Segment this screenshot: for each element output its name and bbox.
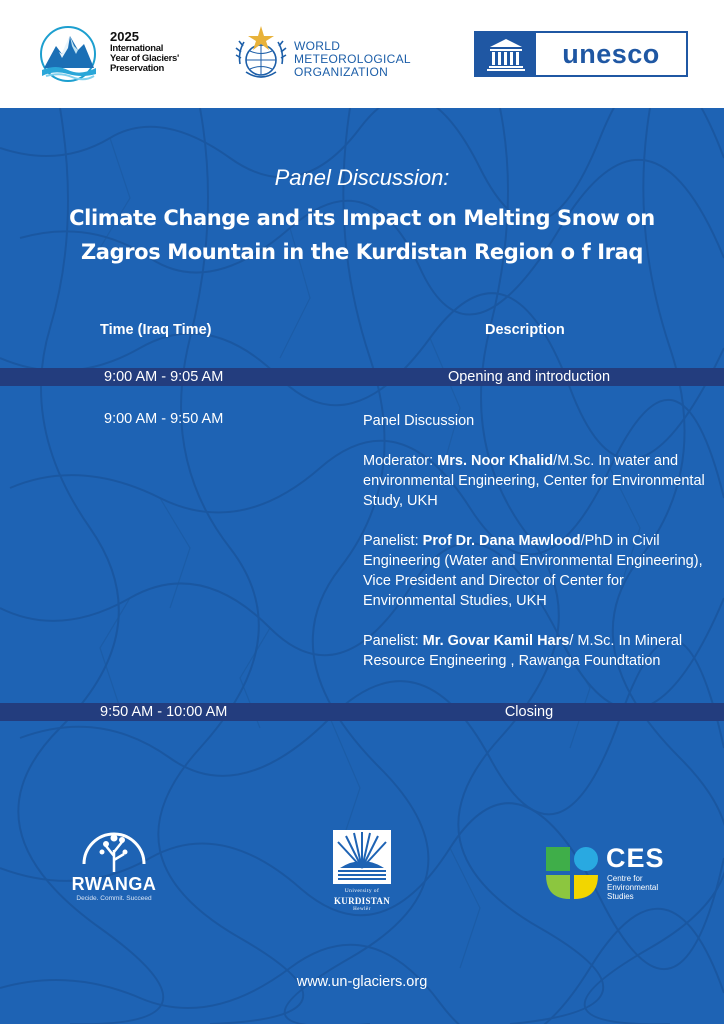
- wmo-emblem-icon: [232, 24, 290, 86]
- row-description: Closing: [504, 704, 554, 720]
- agenda-row-closing: [0, 703, 724, 721]
- panelist1-name: Prof Dr. Dana Mawlood: [422, 533, 581, 549]
- wmo-line3: ORGANIZATION: [294, 65, 389, 79]
- event-type: Panel Discussion:: [274, 165, 450, 190]
- panelist1-label: Panelist:: [363, 533, 423, 549]
- unesco-logo: [474, 31, 688, 77]
- rwanga-tree-icon: [66, 820, 162, 876]
- glaciers-line1: International: [110, 43, 164, 54]
- panelist-entry: [363, 531, 713, 611]
- header: [0, 0, 724, 108]
- unesco-temple-icon: [476, 33, 536, 75]
- row-time-panel: 9:00 AM - 9:50 AM: [104, 411, 224, 427]
- glaciers-line3: Preservation: [110, 63, 164, 74]
- ces-mark-icon: [544, 845, 602, 901]
- panelist-entry: [363, 631, 713, 671]
- row-description: Opening and introduction: [447, 369, 611, 385]
- rwanga-name: RWANGA: [71, 874, 157, 894]
- agenda-row-panel: [363, 411, 713, 691]
- panelist2-label: Panelist:: [363, 633, 423, 649]
- ces-subtitle: [607, 874, 658, 901]
- unesco-wordmark: unesco: [562, 39, 660, 69]
- column-header-description: Description: [485, 322, 565, 338]
- rwanga-tagline: Decide. Commit. Succeed: [76, 895, 152, 902]
- uok-name: KURDISTAN: [333, 896, 391, 906]
- ces-line1: Centre for: [607, 874, 643, 883]
- wmo-line1: WORLD: [294, 39, 341, 53]
- moderator-info: /M.Sc. In water and environmental Engineering, Center for Environmental Study, UKH: [363, 453, 705, 509]
- column-header-time: Time (Iraq Time): [100, 322, 212, 338]
- website-link[interactable]: www.un-glaciers.org: [296, 974, 428, 990]
- ces-line3: Studies: [607, 892, 634, 901]
- moderator-name: Mrs. Noor Khalid: [437, 453, 554, 469]
- event-title-line2: Zagros Mountain in the Kurdistan Region o f Iraq: [80, 240, 644, 264]
- ces-logo: [544, 845, 674, 901]
- row-time: 9:00 AM - 9:05 AM: [104, 369, 224, 385]
- event-title-line1: Climate Change and its Impact on Melting Snow on: [69, 206, 655, 230]
- panel-title: Panel Discussion: [363, 413, 475, 429]
- rwanga-logo: [66, 820, 162, 906]
- panelist1-info: /PhD in Civil Engineering (Water and Environmental Engineering), Vice President and Director of Center for Environmental Studies, UKH: [363, 533, 703, 609]
- wmo-logo: [232, 24, 422, 86]
- uok-subtitle: University of: [344, 888, 380, 894]
- moderator-entry: [363, 451, 713, 511]
- panelist2-name: Mr. Govar Kamil Hars: [422, 633, 570, 649]
- ces-line2: Environmental: [607, 883, 659, 892]
- event-title: [40, 201, 684, 269]
- uok-city: Hewlêr: [353, 907, 371, 912]
- panelist2-info: / M.Sc. In Mineral Resource Engineering , Rawanga Foundtation: [363, 633, 683, 669]
- sunburst-icon: [326, 828, 398, 886]
- glacier-mountain-icon: [38, 24, 102, 84]
- glaciers-year: 2025: [110, 29, 139, 44]
- ces-name: CES: [606, 843, 665, 873]
- moderator-label: Moderator:: [363, 453, 438, 469]
- wmo-line2: METEOROLOGICAL: [294, 52, 411, 66]
- glaciers-line2: Year of Glaciers': [110, 53, 179, 64]
- university-of-kurdistan-logo: [326, 828, 398, 918]
- poster-body: [0, 108, 724, 1024]
- row-time: 9:50 AM - 10:00 AM: [100, 704, 228, 720]
- agenda-row-opening: [0, 368, 724, 386]
- glaciers-year-logo: [38, 24, 188, 84]
